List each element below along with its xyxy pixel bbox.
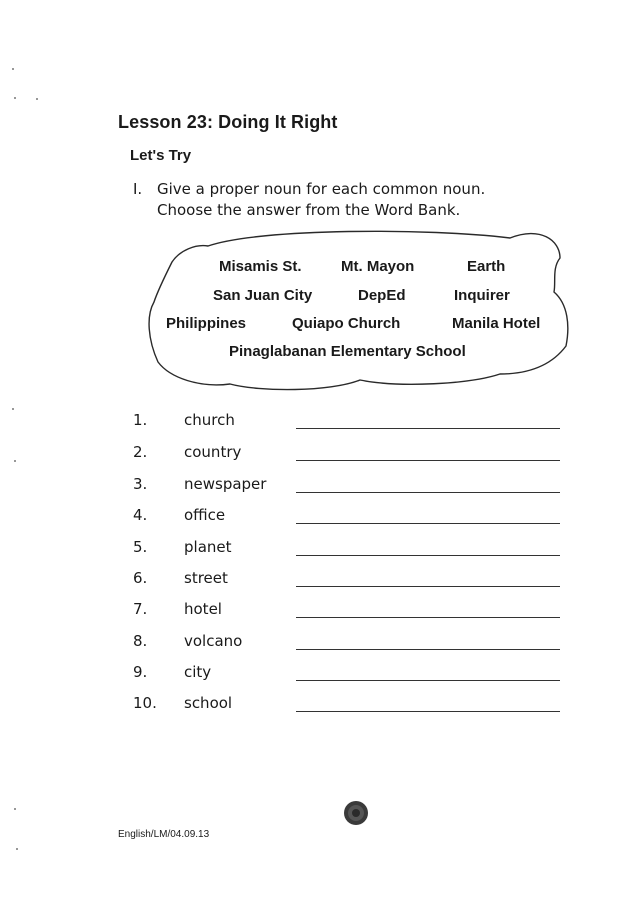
question-number: 6. [133, 569, 148, 587]
word-bank-item: Manila Hotel [452, 315, 541, 332]
scan-speck [36, 98, 38, 100]
scan-speck [16, 848, 18, 850]
part-numeral: I. [133, 180, 143, 198]
question-word: planet [184, 538, 232, 556]
scan-speck [14, 97, 16, 99]
answer-blank[interactable] [296, 617, 560, 618]
question-word: newspaper [184, 475, 267, 493]
word-bank-item: Pinaglabanan Elementary School [229, 343, 466, 360]
answer-blank[interactable] [296, 680, 560, 681]
word-bank-item: DepEd [358, 287, 406, 304]
question-number: 3. [133, 475, 148, 493]
answer-blank[interactable] [296, 428, 560, 429]
question-number: 2. [133, 443, 148, 461]
footer-code: English/LM/04.09.13 [118, 829, 210, 840]
question-number: 4. [133, 506, 148, 524]
scan-speck [14, 808, 16, 810]
question-number: 8. [133, 632, 148, 650]
question-word: office [184, 506, 226, 524]
round-seal-icon [343, 800, 369, 826]
answer-blank[interactable] [296, 649, 560, 650]
question-word: volcano [184, 632, 243, 650]
question-word: city [184, 663, 212, 681]
word-bank-item: Inquirer [454, 287, 510, 304]
question-word: street [184, 569, 228, 587]
section-subtitle: Let's Try [130, 147, 192, 164]
question-number: 1. [133, 411, 148, 429]
question-number: 10. [133, 694, 157, 712]
instruction-line-1: Give a proper noun for each common noun. [157, 180, 486, 198]
answer-blank[interactable] [296, 586, 560, 587]
scan-speck [12, 408, 14, 410]
question-word: church [184, 411, 235, 429]
lesson-title: Lesson 23: Doing It Right [118, 112, 338, 132]
question-number: 9. [133, 663, 148, 681]
answer-blank[interactable] [296, 523, 560, 524]
scan-speck [14, 460, 16, 462]
instruction-line-2: Choose the answer from the Word Bank. [157, 201, 461, 219]
word-bank-item: Mt. Mayon [341, 258, 415, 275]
word-bank-item: Earth [467, 258, 506, 275]
word-bank-item: Misamis St. [219, 258, 302, 275]
question-word: school [184, 694, 233, 712]
question-number: 5. [133, 538, 148, 556]
question-number: 7. [133, 600, 148, 618]
word-bank-item: Philippines [166, 315, 247, 332]
answer-blank[interactable] [296, 711, 560, 712]
answer-blank[interactable] [296, 460, 560, 461]
scan-speck [12, 68, 14, 70]
word-bank-item: San Juan City [213, 287, 313, 304]
word-bank-item: Quiapo Church [292, 315, 401, 332]
answer-blank[interactable] [296, 555, 560, 556]
question-word: hotel [184, 600, 222, 618]
answer-blank[interactable] [296, 492, 560, 493]
question-word: country [184, 443, 242, 461]
